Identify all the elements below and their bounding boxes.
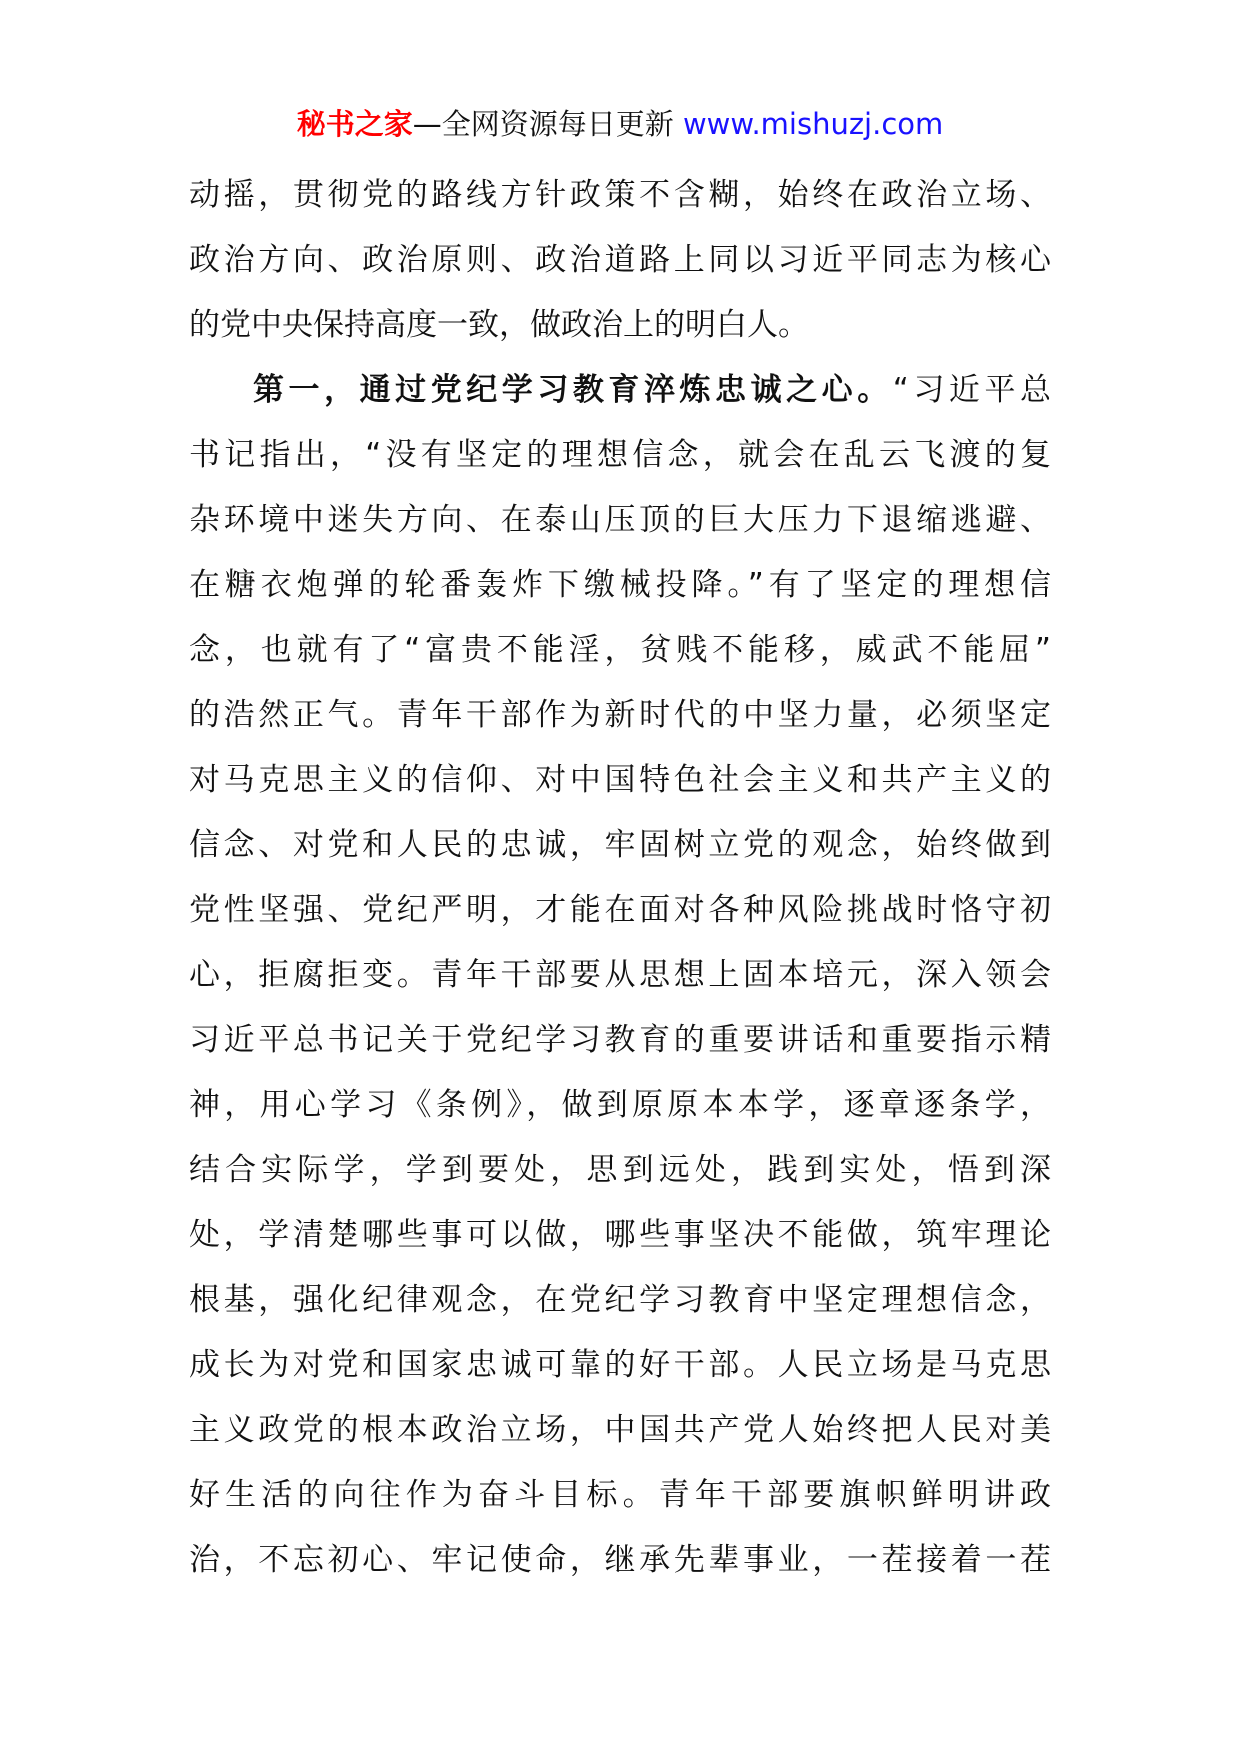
text-line: 杂环境中迷失方向、在泰山压顶的巨大压力下退缩逃避、 [189,502,1051,538]
text-line: 习近平总书记关于党纪学习教育的重要讲话和重要指示精 [189,1022,1051,1058]
header-tagline: —全网资源每日更新 [412,107,683,141]
text-line: 结合实际学，学到要处，思到远处，践到实处，悟到深 [189,1152,1051,1188]
text-line: 主义政党的根本政治立场，中国共产党人始终把人民对美 [189,1412,1051,1448]
text-line: 的浩然正气。青年干部作为新时代的中坚力量，必须坚定 [189,697,1051,733]
header-brand: 秘书之家 [296,107,413,141]
text-line: 成长为对党和国家忠诚可靠的好干部。人民立场是马克思 [189,1347,1051,1383]
text-line: 心，拒腐拒变。青年干部要从思想上固本培元，深入领会 [189,957,1051,993]
text-line: 动摇，贯彻党的路线方针政策不含糊，始终在政治立场、 [189,177,1051,213]
text-line: 治，不忘初心、牢记使命，继承先辈事业，一茬接着一茬 [189,1542,1051,1578]
text-line: 政治方向、政治原则、政治道路上同以习近平同志为核心 [189,242,1051,278]
section-heading-line [189,358,1051,423]
text-line: 根基，强化纪律观念，在党纪学习教育中坚定理想信念， [189,1282,1051,1318]
text-line: 念，也就有了“富贵不能淫，贫贱不能移，威武不能屈” [189,632,1051,668]
document-body [189,163,1051,1593]
text-line-continuation: “习近平总 [892,372,1051,408]
text-line: 处，学清楚哪些事可以做，哪些事坚决不能做，筑牢理论 [189,1217,1051,1253]
text-line: 好生活的向往作为奋斗目标。青年干部要旗帜鲜明讲政 [189,1477,1051,1513]
text-line: 对马克思主义的信仰、对中国特色社会主义和共产主义的 [189,762,1051,798]
text-line: 神，用心学习《条例》，做到原原本本学，逐章逐条学， [189,1087,1051,1123]
text-line: 在糖衣炮弹的轮番轰炸下缴械投降。”有了坚定的理想信 [189,567,1051,603]
text-line: 党性坚强、党纪严明，才能在面对各种风险挑战时恪守初 [189,892,1051,928]
text-line: 书记指出，“没有坚定的理想信念，就会在乱云飞渡的复 [189,437,1051,473]
page-header [0,104,1240,144]
text-line: 信念、对党和人民的忠诚，牢固树立党的观念，始终做到 [189,827,1051,863]
section-heading: 第一，通过党纪学习教育淬炼忠诚之心。 [253,372,893,408]
header-url-link[interactable]: www.mishuzj.com [682,107,944,141]
text-line: 的党中央保持高度一致，做政治上的明白人。 [189,307,809,343]
